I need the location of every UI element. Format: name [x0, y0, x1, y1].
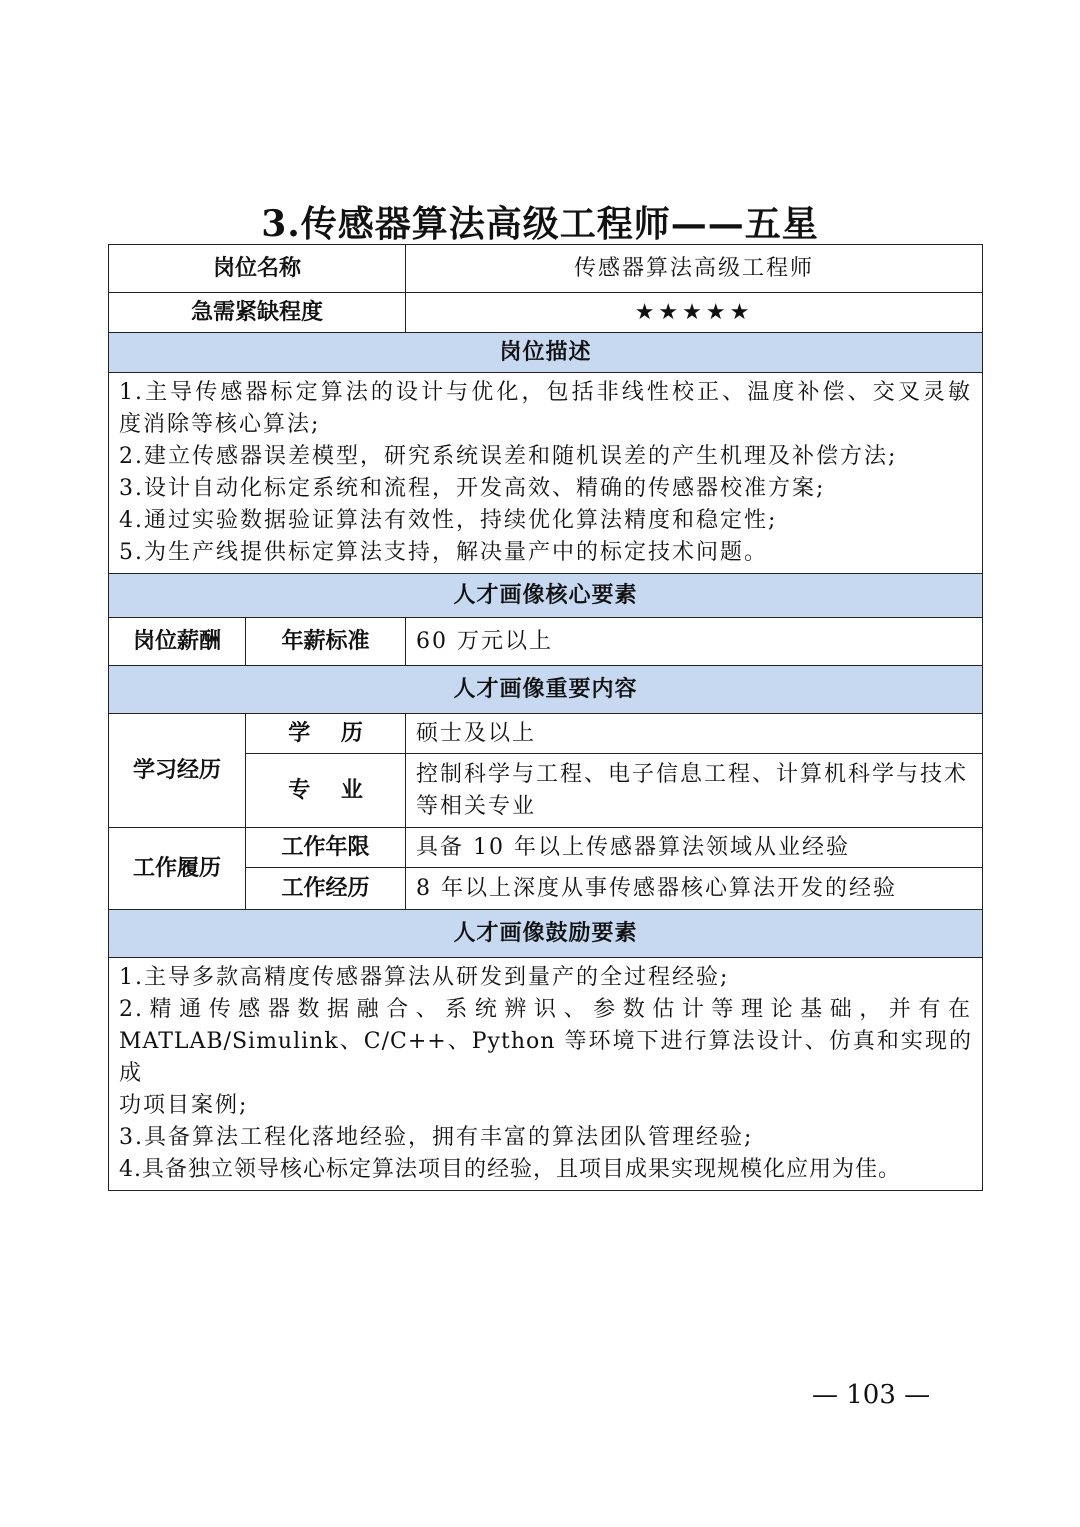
encourage-line: 2.精通传感器数据融合、系统辨识、参数估计等理论基础，并有在: [119, 997, 973, 1022]
degree-value: 硕士及以上: [406, 714, 983, 754]
encourage-line: 1.主导多款高精度传感器算法从研发到量产的全过程经验;: [119, 965, 730, 990]
work-label: 工作履历: [109, 828, 246, 910]
row-degree: [109, 714, 983, 754]
education-label: 学习经历: [109, 714, 246, 828]
page-title: 3.传感器算法高级工程师——五星: [261, 203, 819, 245]
urgency-label: 急需紧缺程度: [109, 293, 406, 333]
encourage-line: MATLAB/Simulink、C/C++、Python 等环境下进行算法设计、仿真和实现的成: [119, 1029, 973, 1086]
salary-label: 岗位薪酬: [109, 618, 246, 666]
description-line: 4.通过实验数据验证算法有效性，持续优化算法精度和稳定性;: [119, 508, 778, 533]
row-salary: [109, 618, 983, 666]
encourage-content: [109, 958, 983, 1191]
description-line: 1.主导传感器标定算法的设计与优化，包括非线性校正、温度补偿、交叉灵敏: [119, 380, 973, 405]
position-name-label: 岗位名称: [109, 245, 406, 293]
description-line: 5.为生产线提供标定算法支持，解决量产中的标定技术问题。: [119, 540, 768, 565]
row-urgency: [109, 293, 983, 333]
section-core-header: 人才画像核心要素: [109, 574, 983, 618]
encourage-line: 3.具备算法工程化落地经验，拥有丰富的算法团队管理经验;: [119, 1125, 754, 1150]
work-exp-label: 工作经历: [246, 868, 406, 910]
work-exp-value: 8 年以上深度从事传感器核心算法开发的经验: [406, 868, 983, 910]
section-description-header: 岗位描述: [109, 333, 983, 373]
major-label: 专 业: [246, 754, 406, 828]
job-profile-table: [108, 244, 983, 1191]
section-important: [109, 666, 983, 714]
work-years-label: 工作年限: [246, 828, 406, 868]
salary-value: 60 万元以上: [406, 618, 983, 666]
major-value: 控制科学与工程、电子信息工程、计算机科学与技术等相关专业: [406, 754, 983, 828]
description-line: 度消除等核心算法;: [119, 412, 321, 437]
section-description: [109, 333, 983, 373]
section-encourage-header: 人才画像鼓励要素: [109, 910, 983, 958]
description-line: 2.建立传感器误差模型，研究系统误差和随机误差的产生机理及补偿方法;: [119, 444, 898, 469]
section-encourage: [109, 910, 983, 958]
row-encourage: [109, 958, 983, 1191]
urgency-stars: ★★★★★: [406, 293, 983, 333]
description-line: 3.设计自动化标定系统和流程，开发高效、精确的传感器校准方案;: [119, 476, 826, 501]
section-core: [109, 574, 983, 618]
work-years-value: 具备 10 年以上传感器算法领域从业经验: [406, 828, 983, 868]
row-description: [109, 373, 983, 574]
row-work-years: [109, 828, 983, 868]
degree-label: 学 历: [246, 714, 406, 754]
description-content: [109, 373, 983, 574]
section-important-header: 人才画像重要内容: [109, 666, 983, 714]
salary-sub-label: 年薪标准: [246, 618, 406, 666]
position-name-value: 传感器算法高级工程师: [406, 245, 983, 293]
page-number: — 103 —: [812, 1380, 931, 1410]
row-position-name: [109, 245, 983, 293]
encourage-line: 功项目案例;: [119, 1093, 249, 1118]
encourage-line: 4.具备独立领导核心标定算法项目的经验，且项目成果实现规模化应用为佳。: [119, 1157, 901, 1182]
